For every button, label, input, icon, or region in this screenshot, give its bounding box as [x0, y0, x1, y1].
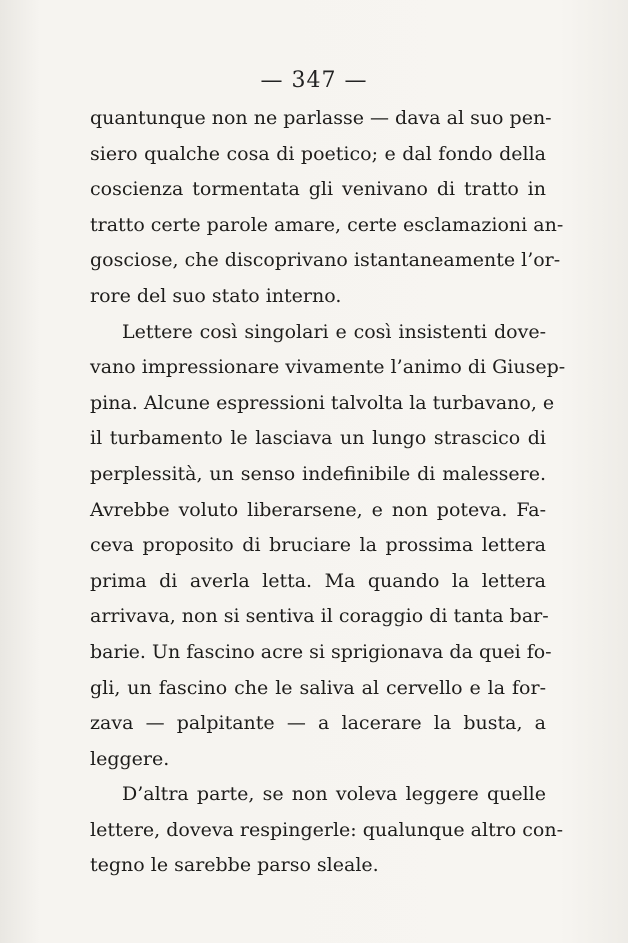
text-line: barie. Un fascino acre si sprigionava da quei fo-	[90, 640, 552, 663]
body-text	[90, 101, 566, 884]
text-line: pina. Alcune espressioni talvolta la turbavano, e	[90, 391, 555, 414]
text-line: coscienza tormentata gli venivano di tratto in	[90, 178, 546, 201]
text-line: zava — palpitante — a lacerare la busta, a	[90, 712, 546, 735]
text-line: siero qualche cosa di poetico; e dal fondo della	[90, 142, 546, 165]
page-number: — 347 —	[260, 68, 368, 93]
text-line: tegno le sarebbe parso sleale.	[90, 854, 379, 877]
text-line: lettere, doveva respingerle: qualunque altro con-	[90, 818, 564, 841]
text-line: arrivava, non si sentiva il coraggio di tanta bar-	[90, 605, 549, 628]
text-line: gli, un fascino che le saliva al cervello e la for-	[90, 676, 546, 699]
text-line: prima di averla letta. Ma quando la lettera	[90, 569, 546, 592]
text-line: il turbamento le lasciava un lungo strascico di	[90, 427, 546, 450]
text-line: perplessità, un senso indefinibile di malessere.	[90, 462, 546, 485]
text-line: gosciose, che discoprivano istantaneamente l’or-	[90, 249, 561, 272]
text-line: quantunque non ne parlasse — dava al suo pen-	[90, 107, 552, 129]
text-line: tratto certe parole amare, certe esclamazioni an-	[90, 213, 564, 236]
text-line: ceva proposito di bruciare la prossima lettera	[90, 534, 546, 557]
text-line: rore del suo stato interno.	[90, 284, 342, 307]
text-line: Avrebbe voluto liberarsene, e non poteva. Fa-	[90, 498, 546, 521]
text-line: leggere.	[90, 747, 170, 770]
text-line: vano impressionare vivamente l’animo di Giusep-	[90, 356, 566, 379]
text-line: D’altra parte, se non voleva leggere quelle	[122, 783, 546, 806]
text-line: Lettere così singolari e così insistenti dove-	[122, 320, 546, 343]
